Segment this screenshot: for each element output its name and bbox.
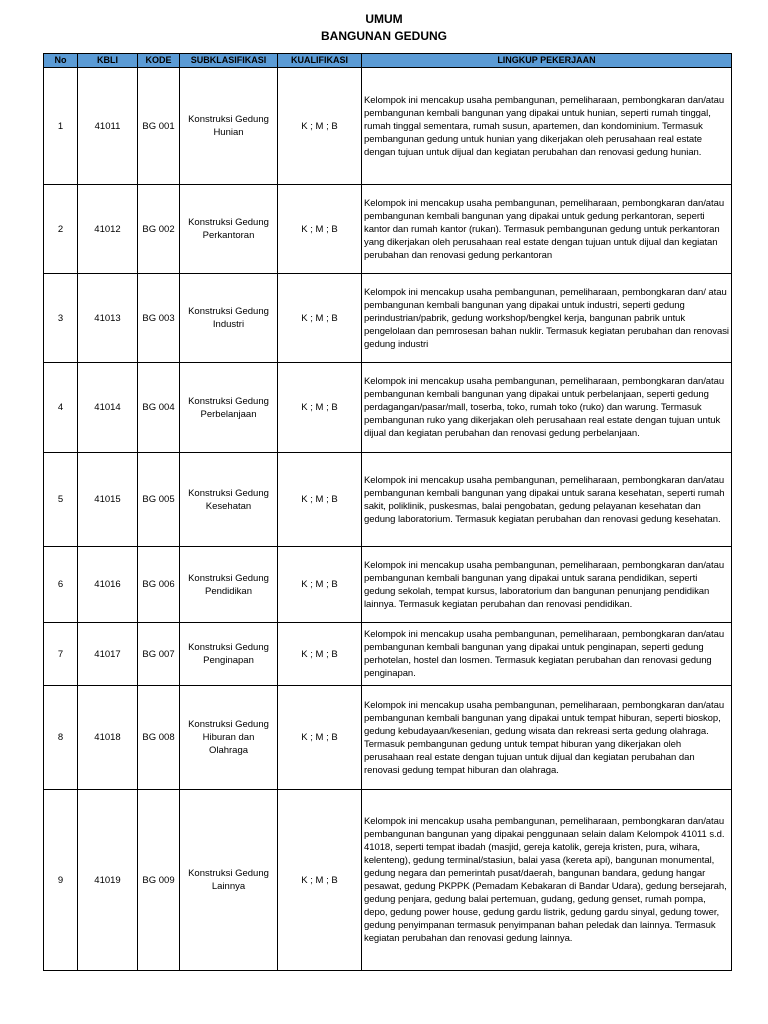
cell-lingkup: Kelompok ini mencakup usaha pembangunan, pemeliharaan, pembongkaran dan/atau pembangunan kembali bangunan yang dipakai untuk hunian, seperti rumah tinggal, rumah tinggal sementara, rumah susun, apartemen, dan kondominium. Termasuk pembangunan gedung untuk hunian yang dikerjakan oleh perusahaan real estate dengan tujuan untuk dijual dan kegiatan perubahan dan renovasi gedung hunian. — [362, 68, 732, 185]
cell-kualifikasi: K ; M ; B — [278, 686, 362, 790]
cell-kualifikasi: K ; M ; B — [278, 547, 362, 623]
table-row — [44, 623, 732, 686]
cell-kbli: 41018 — [78, 686, 138, 790]
cell-kbli: 41013 — [78, 274, 138, 363]
cell-kbli: 41019 — [78, 790, 138, 971]
cell-kbli: 41011 — [78, 68, 138, 185]
cell-kode: BG 002 — [138, 185, 180, 274]
cell-subklasifikasi: Konstruksi Gedung Pendidikan — [180, 547, 278, 623]
header-lingkup: LINGKUP PEKERJAAN — [362, 54, 732, 68]
header-no: No — [44, 54, 78, 68]
cell-no: 4 — [44, 363, 78, 453]
cell-subklasifikasi: Konstruksi Gedung Hunian — [180, 68, 278, 185]
cell-subklasifikasi: Konstruksi Gedung Lainnya — [180, 790, 278, 971]
cell-subklasifikasi: Konstruksi Gedung Perkantoran — [180, 185, 278, 274]
cell-no: 2 — [44, 185, 78, 274]
table-row — [44, 547, 732, 623]
cell-subklasifikasi: Konstruksi Gedung Penginapan — [180, 623, 278, 686]
document-subtitle: BANGUNAN GEDUNG — [321, 29, 447, 43]
document-title: UMUM — [365, 12, 403, 26]
cell-lingkup: Kelompok ini mencakup usaha pembangunan, pemeliharaan, pembongkaran dan/ atau pembangunan kembali bangunan yang dipakai untuk industri, seperti gedung perindustrian/pabrik, gedung workshop/bengkel kerja, bangunan pabrik untuk pengelolaan dan pemrosesan bahan nuklir. Termasuk kegiatan perubahan dan renovasi gedung industri — [362, 274, 732, 363]
cell-lingkup: Kelompok ini mencakup usaha pembangunan, pemeliharaan, pembongkaran dan/atau pembangunan kembali bangunan yang dipakai untuk sarana kesehatan, seperti rumah sakit, poliklinik, puskesmas, balai pengobatan, gedung pelayanan kesehatan dan gedung laboratorium. Termasuk kegiatan perubahan dan renovasi gedung kesehatan. — [362, 453, 732, 547]
header-row — [44, 54, 732, 68]
cell-kualifikasi: K ; M ; B — [278, 185, 362, 274]
classification-table — [43, 53, 732, 971]
table-row — [44, 185, 732, 274]
cell-kualifikasi: K ; M ; B — [278, 453, 362, 547]
cell-lingkup: Kelompok ini mencakup usaha pembangunan, pemeliharaan, pembongkaran dan/atau pembangunan kembali bangunan yang dipakai untuk penginapan, seperti gedung perhotelan, hostel dan losmen. Termasuk kegiatan perubahan dan renovasi gedung penginapan. — [362, 623, 732, 686]
cell-lingkup: Kelompok ini mencakup usaha pembangunan, pemeliharaan, pembongkaran dan/atau pembangunan bangunan yang dipakai penggunaan selain dalam Kelompok 41011 s.d. 41018, seperti tempat ibadah (masjid, gereja katolik, gereja kristen, pura, wihara, kelenteng), gedung terminal/stasiun, balai yasa (kereta api), bangunan monumental, gedung negara dan pemerintah pusat/daerah, bangunan bandara, gedung hangar pesawat, gedung PKPPK (Pemadam Kebakaran di Bandar Udara), gedung bersejarah, gedung penjara, gedung balai pertemuan, gudang, gedung genset, rumah pompa, depo, gedung power house, gedung gardu listrik, gedung gardu sinyal, gedung tower, gedung penyimpanan termasuk penyimpanan bahan peledak dan lainnya. Termasuk kegiatan perubahan dan renovasi gedung lainnya. — [362, 790, 732, 971]
cell-no: 6 — [44, 547, 78, 623]
cell-subklasifikasi: Konstruksi Gedung Hiburan dan Olahraga — [180, 686, 278, 790]
cell-kualifikasi: K ; M ; B — [278, 363, 362, 453]
cell-kualifikasi: K ; M ; B — [278, 790, 362, 971]
cell-kbli: 41016 — [78, 547, 138, 623]
table-row — [44, 68, 732, 185]
cell-kualifikasi: K ; M ; B — [278, 623, 362, 686]
cell-kode: BG 005 — [138, 453, 180, 547]
cell-kualifikasi: K ; M ; B — [278, 274, 362, 363]
cell-kbli: 41014 — [78, 363, 138, 453]
table-row — [44, 790, 732, 971]
header-kbli: KBLI — [78, 54, 138, 68]
cell-kode: BG 003 — [138, 274, 180, 363]
table-body — [44, 68, 732, 971]
header-kode: KODE — [138, 54, 180, 68]
cell-kbli: 41017 — [78, 623, 138, 686]
table-row — [44, 453, 732, 547]
cell-kode: BG 006 — [138, 547, 180, 623]
cell-kode: BG 004 — [138, 363, 180, 453]
cell-subklasifikasi: Konstruksi Gedung Industri — [180, 274, 278, 363]
table-row — [44, 274, 732, 363]
cell-no: 7 — [44, 623, 78, 686]
cell-kbli: 41012 — [78, 185, 138, 274]
cell-no: 9 — [44, 790, 78, 971]
cell-subklasifikasi: Konstruksi Gedung Perbelanjaan — [180, 363, 278, 453]
cell-kode: BG 001 — [138, 68, 180, 185]
cell-lingkup: Kelompok ini mencakup usaha pembangunan, pemeliharaan, pembongkaran dan/atau pembangunan kembali bangunan yang dipakai untuk tempat hiburan, seperti bioskop, gedung kebudayaan/kesenian, gedung wisata dan rekreasi serta gedung olahraga. Termasuk pembangunan gedung untuk tempat hiburan yang dikerjakan oleh perusahaan real estate dengan tujuan untuk dijual dan kegiatan perubahan dan renovasi gedung tempat hiburan dan olahraga. — [362, 686, 732, 790]
table-row — [44, 686, 732, 790]
cell-no: 1 — [44, 68, 78, 185]
cell-kode: BG 007 — [138, 623, 180, 686]
table-header — [44, 54, 732, 68]
header-kualifikasi: KUALIFIKASI — [278, 54, 362, 68]
cell-kualifikasi: K ; M ; B — [278, 68, 362, 185]
cell-no: 8 — [44, 686, 78, 790]
table-row — [44, 363, 732, 453]
cell-no: 3 — [44, 274, 78, 363]
cell-kode: BG 009 — [138, 790, 180, 971]
cell-no: 5 — [44, 453, 78, 547]
cell-subklasifikasi: Konstruksi Gedung Kesehatan — [180, 453, 278, 547]
cell-kode: BG 008 — [138, 686, 180, 790]
cell-lingkup: Kelompok ini mencakup usaha pembangunan, pemeliharaan, pembongkaran dan/atau pembangunan kembali bangunan yang dipakai untuk sarana pendidikan, seperti gedung sekolah, tempat kursus, laboratorium dan bangunan penunjang pendidikan lainnya. Termasuk kegiatan perubahan dan renovasi pendidikan. — [362, 547, 732, 623]
cell-kbli: 41015 — [78, 453, 138, 547]
header-subklasifikasi: SUBKLASIFIKASI — [180, 54, 278, 68]
cell-lingkup: Kelompok ini mencakup usaha pembangunan, pemeliharaan, pembongkaran dan/atau pembangunan kembali bangunan yang dipakai untuk gedung perkantoran, seperti kantor dan rumah kantor (rukan). Termasuk pembangunan gedung untuk perkantoran yang dikerjakan oleh perusahaan real estate dengan tujuan untuk dijual dan kegiatan perubahan dan renovasi gedung perkantoran — [362, 185, 732, 274]
cell-lingkup: Kelompok ini mencakup usaha pembangunan, pemeliharaan, pembongkaran dan/atau pembangunan kembali bangunan yang dipakai untuk perbelanjaan, seperti gedung perdagangan/pasar/mall, toserba, toko, rumah toko (ruko) dan warung. Termasuk pembangunan ruko yang dikerjakan oleh perusahaan real estate dengan tujuan untuk dijual dan kegiatan perubahan dan renovasi gedung perbelanjaan. — [362, 363, 732, 453]
